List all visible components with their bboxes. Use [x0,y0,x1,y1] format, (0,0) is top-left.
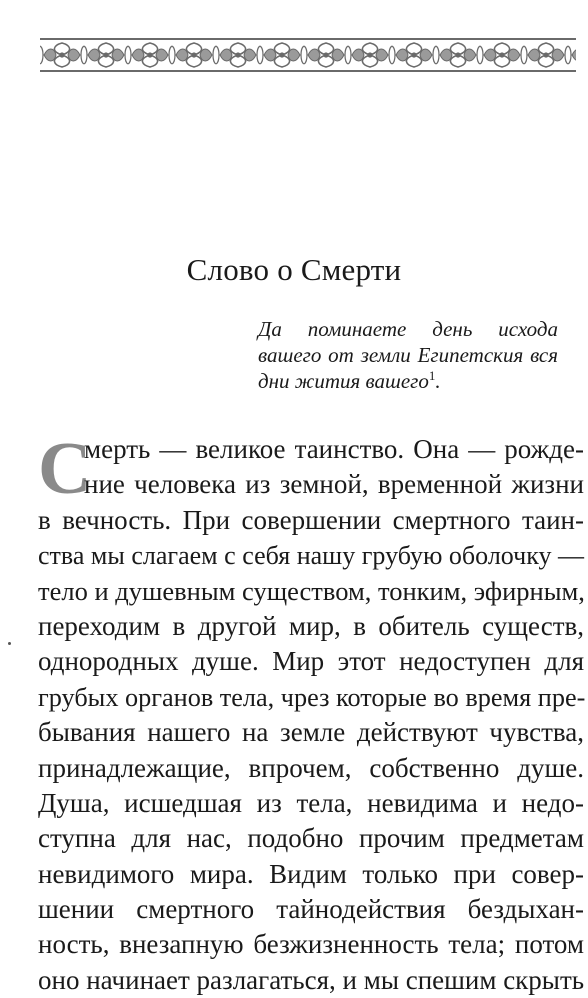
scan-speck [8,642,11,645]
body-line: ность, внезапную безжизненность тела; потом [38,929,584,960]
body-line: мерть — великое таинство. Она — рожде- [84,434,584,464]
footnote-reference: 1 [428,368,436,383]
body-line: ства мы слагаем с себя нашу грубую оболочку — [38,541,584,571]
ornamental-header-band [40,36,576,74]
drop-cap: С [38,428,90,510]
epigraph-line: вашего от земли Египетския вся [258,343,558,367]
body-line: грубых органов тела, чрез которые во время пре- [38,682,586,712]
body-line: в вечность. При совершении смертного таин- [38,504,584,535]
body-line: однородных душе. Мир этот недоступен для [38,646,584,677]
body-line: переходим в другой мир, в обитель существ, [38,610,584,641]
epigraph [258,316,558,394]
epigraph-line: Да поминаете день исхода [258,317,558,341]
body-line: тело и душевным существом, тонким, эфирным, [38,575,585,606]
body-line: шении смертного тайнодействия бездыхан- [38,894,584,925]
epigraph-line: дни жития вашего$^1$. [258,368,441,393]
body-line: ние человека из земной, временной жизни [84,469,584,500]
chapter-title: Слово о Смерти [186,252,402,287]
body-line: принадлежащие, впрочем, собственно душе. [38,752,584,783]
epigraph-line-text: дни жития вашего [258,369,429,393]
body-line: Душа, исшедшая из тела, невидима и недо- [38,787,584,818]
body-line: невидимого мира. Видим только при совер- [38,858,584,889]
body-line: бывания нашего на земле действуют чувства, [38,717,584,748]
body-text [38,428,586,998]
body-line: оно начинает разлагаться, и мы спешим скрыть [38,964,585,995]
body-line: ступна для нас, подобно прочим предметам [38,823,584,854]
